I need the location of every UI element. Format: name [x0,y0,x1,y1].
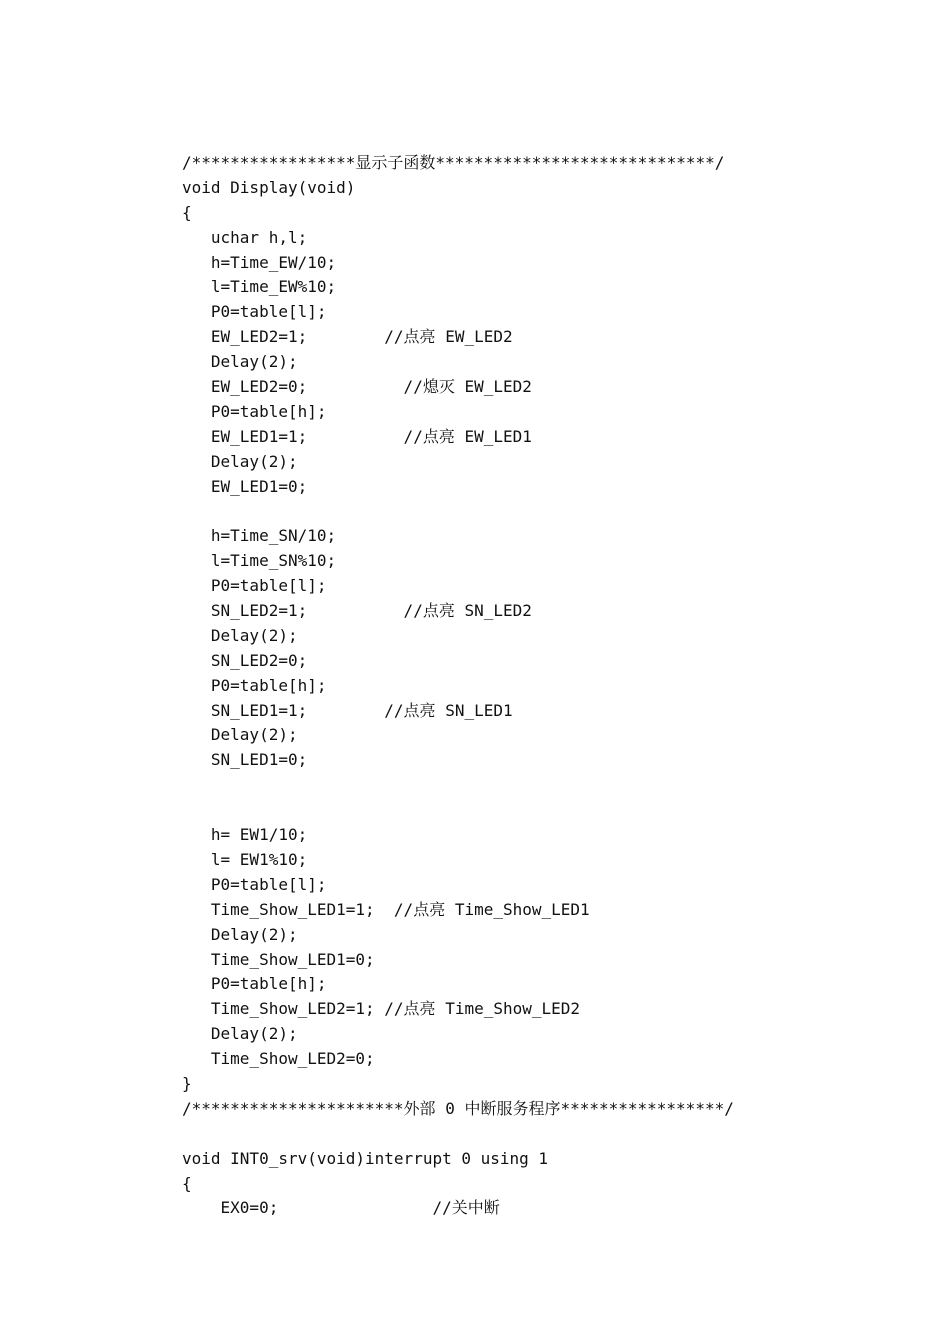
code-line: Delay(2); [182,352,298,372]
code-line [182,798,922,823]
code-line: Time_Show_LED2=0; [182,1049,375,1069]
code-line: P0=table[l]; [182,576,327,596]
code-line: h= EW1/10; [182,825,308,845]
code-line: h=Time_SN/10; [182,526,337,546]
code-line [182,773,922,798]
code-listing [182,151,922,1221]
code-line: Delay(2); [182,625,298,645]
code-line: EW_LED2=0; //熄灭 EW_LED2 [182,377,532,397]
code-line: P0=table[h]; [182,974,327,994]
code-line: uchar h,l; [182,227,308,247]
code-line: EX0=0; //关中断 [182,1198,500,1218]
code-line: void Display(void) [182,177,356,197]
code-line: void INT0_srv(void)interrupt 0 using 1 [182,1148,549,1168]
code-line: P0=table[h]; [182,401,327,421]
code-line: Delay(2); [182,451,298,471]
code-line: P0=table[l]; [182,302,327,322]
code-line: SN_LED1=0; [182,750,308,770]
code-line: { [182,202,192,222]
code-line: EW_LED1=1; //点亮 EW_LED1 [182,426,532,446]
code-line: SN_LED2=0; [182,650,308,670]
code-line: h=Time_EW/10; [182,252,337,272]
code-line: Time_Show_LED2=1; //点亮 Time_Show_LED2 [182,999,581,1019]
code-line [182,499,922,524]
code-line [182,1122,922,1147]
code-line: EW_LED1=0; [182,476,308,496]
code-line: Delay(2); [182,1024,298,1044]
code-line: l= EW1%10; [182,849,308,869]
code-line: l=Time_EW%10; [182,277,337,297]
code-line: } [182,1073,192,1093]
code-line: { [182,1173,192,1193]
code-line: SN_LED1=1; //点亮 SN_LED1 [182,700,513,720]
code-line: SN_LED2=1; //点亮 SN_LED2 [182,601,532,621]
code-line: Delay(2); [182,725,298,745]
code-line: Delay(2); [182,924,298,944]
code-line: P0=table[l]; [182,874,327,894]
code-line: /*****************显示子函数*****************************/ [182,153,725,172]
code-line: Time_Show_LED1=1; //点亮 Time_Show_LED1 [182,899,590,919]
code-line: Time_Show_LED1=0; [182,949,375,969]
code-line: EW_LED2=1; //点亮 EW_LED2 [182,327,513,347]
code-line: /**********************外部 0 中断服务程序*****************/ [182,1098,734,1118]
code-line: P0=table[h]; [182,675,327,695]
code-line: l=Time_SN%10; [182,551,337,571]
